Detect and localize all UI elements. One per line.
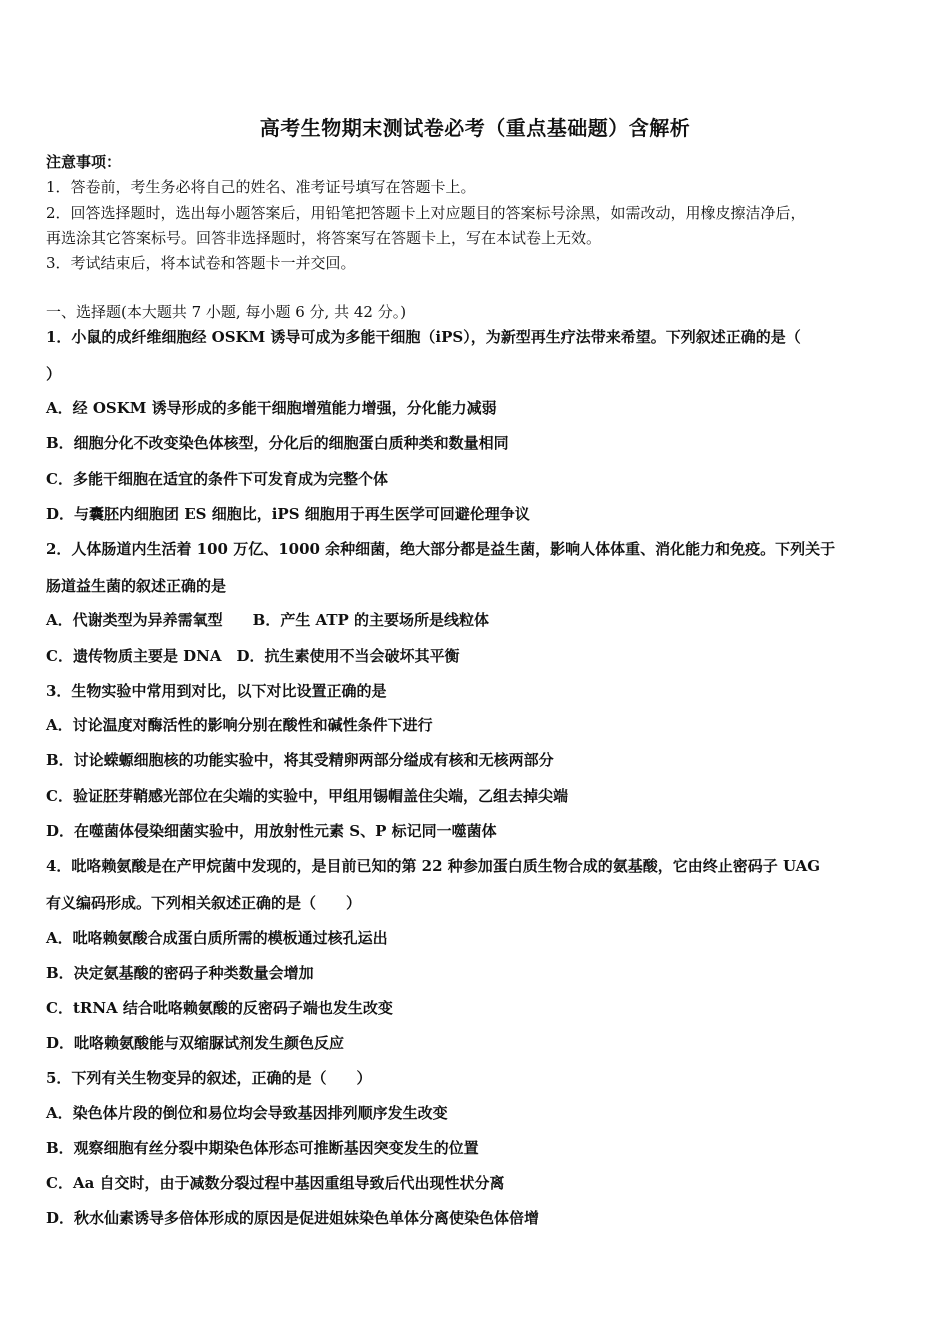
question-2-options-ab: A．代谢类型为异养需氧型 B．产生 ATP 的主要场所是线粒体 xyxy=(46,611,490,629)
question-2-stem-line-1: 2．人体肠道内生活着 100 万亿、1000 余种细菌，绝大部分都是益生菌，影响人体体重、消化能力和免疫。下列关于 xyxy=(46,540,836,558)
question-1-option-d: D．与囊胚内细胞团 ES 细胞比，iPS 细胞用于再生医学可回避伦理争议 xyxy=(46,505,530,523)
question-3-option-d: D．在噬菌体侵染细菌实验中，用放射性元素 S、P 标记同一噬菌体 xyxy=(46,822,497,840)
question-4-option-b: B．决定氨基酸的密码子种类数量会增加 xyxy=(46,964,314,982)
notice-heading: 注意事项： xyxy=(46,153,122,171)
question-5-option-c: C．Aa 自交时，由于减数分裂过程中基因重组导致后代出现性状分离 xyxy=(46,1174,505,1192)
question-2-stem-line-2: 肠道益生菌的叙述正确的是 xyxy=(46,577,227,595)
question-3-option-a: A．讨论温度对酶活性的影响分别在酸性和碱性条件下进行 xyxy=(46,716,433,734)
question-4-option-d: D．吡咯赖氨酸能与双缩脲试剂发生颜色反应 xyxy=(46,1034,345,1052)
question-1-option-b: B．细胞分化不改变染色体核型，分化后的细胞蛋白质种类和数量相同 xyxy=(46,434,509,452)
question-5-option-d: D．秋水仙素诱导多倍体形成的原因是促进姐妹染色单体分离使染色体倍增 xyxy=(46,1209,540,1227)
question-1-stem-line-2: ） xyxy=(46,365,62,383)
question-3-option-c: C．验证胚芽鞘感光部位在尖端的实验中，甲组用锡帽盖住尖端，乙组去掉尖端 xyxy=(46,787,568,805)
question-2-options-cd: C．遗传物质主要是 DNA D．抗生素使用不当会破坏其平衡 xyxy=(46,647,460,665)
question-5-option-a: A．染色体片段的倒位和易位均会导致基因排列顺序发生改变 xyxy=(46,1104,448,1122)
question-4-option-c: C．tRNA 结合吡咯赖氨酸的反密码子端也发生改变 xyxy=(46,999,393,1017)
page-title: 高考生物期末测试卷必考（重点基础题）含解析 xyxy=(259,116,691,140)
notice-item-2-line-1: 2．回答选择题时，选出每小题答案后，用铅笔把答题卡上对应题目的答案标号涂黑，如需改动，用橡皮擦洁净后， xyxy=(46,204,806,222)
question-4-option-a: A．吡咯赖氨酸合成蛋白质所需的模板通过核孔运出 xyxy=(46,929,388,947)
notice-item-1: 1．答卷前，考生务必将自己的姓名、准考证号填写在答题卡上。 xyxy=(46,178,476,196)
notice-item-2-line-2: 再选涂其它答案标号。回答非选择题时，将答案写在答题卡上，写在本试卷上无效。 xyxy=(46,229,602,247)
question-1-option-a: A．经 OSKM 诱导形成的多能干细胞增殖能力增强，分化能力减弱 xyxy=(46,399,497,417)
question-5-stem: 5．下列有关生物变异的叙述，正确的是（ ） xyxy=(46,1069,372,1087)
question-5-option-b: B．观察细胞有丝分裂中期染色体形态可推断基因突变发生的位置 xyxy=(46,1139,479,1157)
section-heading: 一、选择题(本大题共 7 小题, 每小题 6 分, 共 42 分。) xyxy=(46,303,407,321)
question-4-stem-line-2: 有义编码形成。下列相关叙述正确的是（ ） xyxy=(46,894,362,912)
notice-item-3: 3．考试结束后，将本试卷和答题卡一并交回。 xyxy=(46,254,356,272)
question-1-option-c: C．多能干细胞在适宜的条件下可发育成为完整个体 xyxy=(46,470,388,488)
question-4-stem-line-1: 4．吡咯赖氨酸是在产甲烷菌中发现的，是目前已知的第 22 种参加蛋白质生物合成的氨基酸，它由终止密码子 UAG xyxy=(46,857,821,875)
question-1-stem-line-1: 1．小鼠的成纤维细胞经 OSKM 诱导可成为多能干细胞（iPS），为新型再生疗法带来希望。下列叙述正确的是（ xyxy=(46,328,801,346)
question-3-option-b: B．讨论蝾螈细胞核的功能实验中，将其受精卵两部分缢成有核和无核两部分 xyxy=(46,751,554,769)
question-3-stem: 3．生物实验中常用到对比，以下对比设置正确的是 xyxy=(46,682,387,700)
